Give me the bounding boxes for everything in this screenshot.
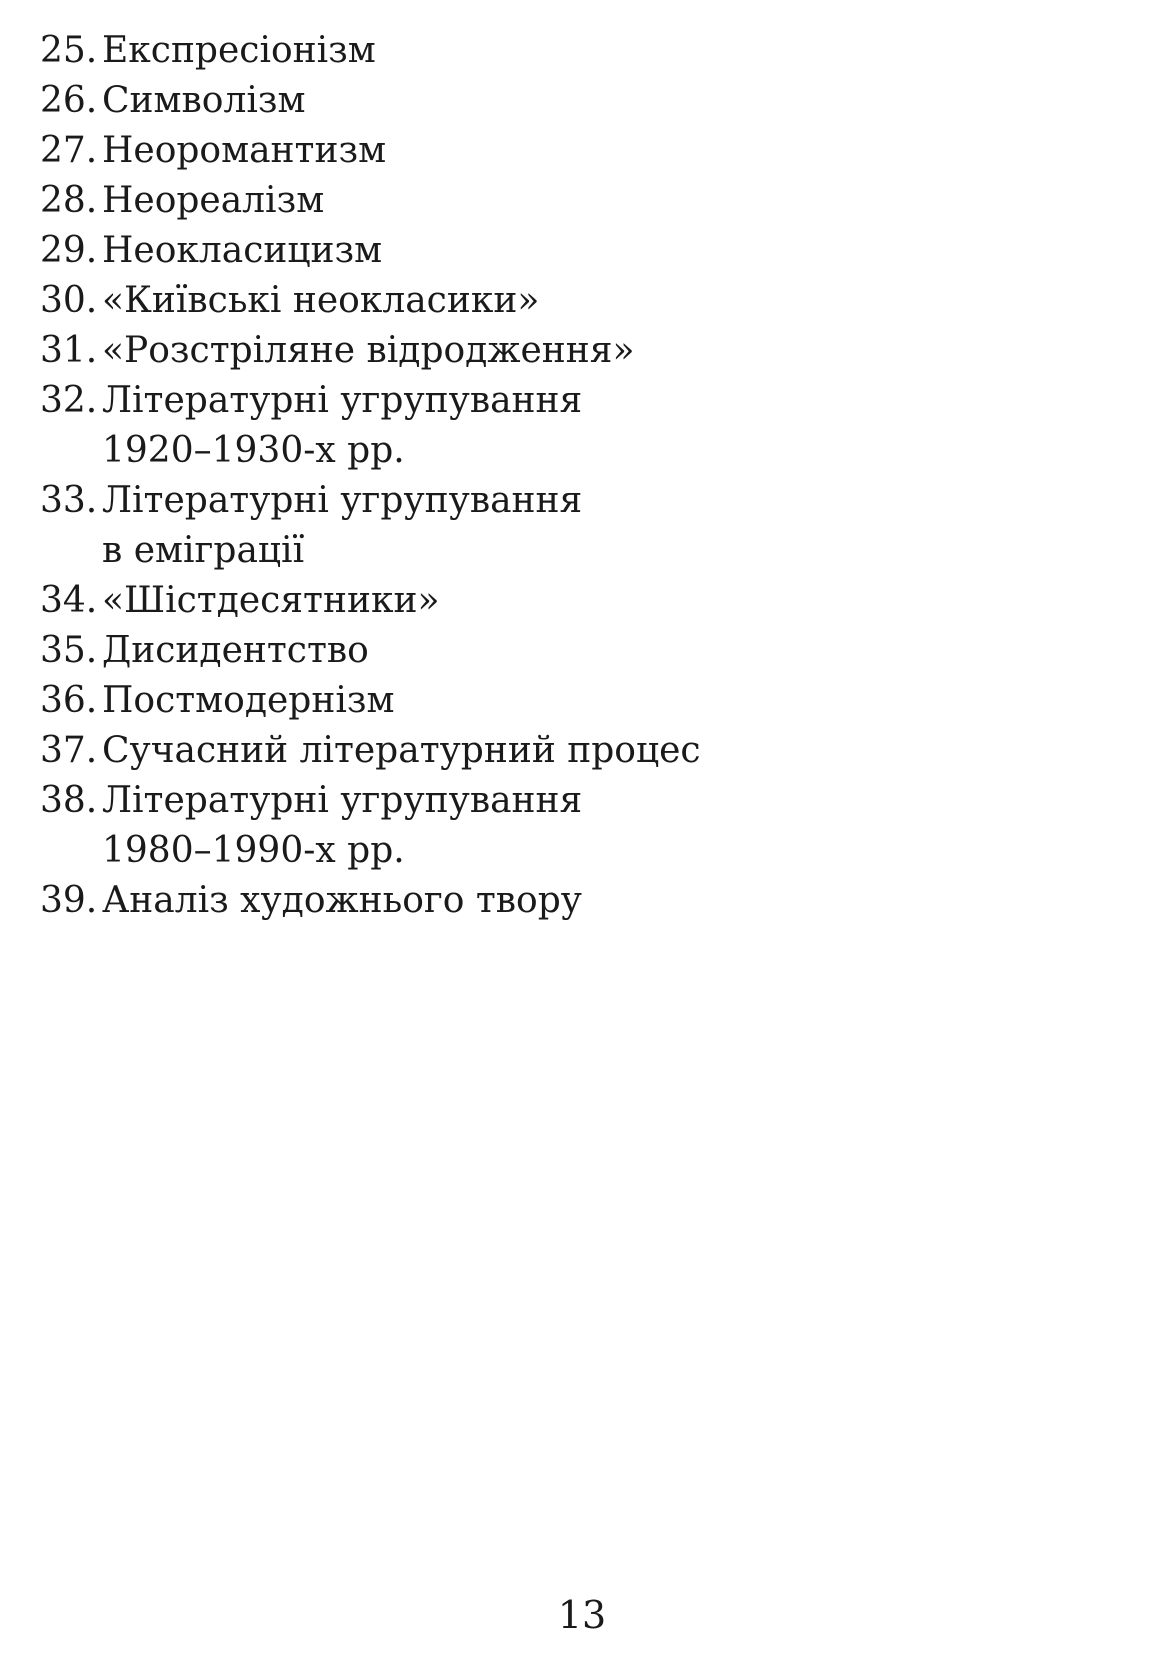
toc-entry-number: 36.	[40, 680, 98, 721]
toc-entry-title-line: 1920–1930-х рр.	[102, 430, 405, 471]
toc-entry-number: 31.	[40, 330, 98, 371]
toc-entry-title-line: «Київські неокласики»	[102, 280, 540, 321]
toc-entry-title-line: Неоромантизм	[102, 130, 387, 171]
toc-entry-title-line: 1980–1990-х рр.	[102, 830, 405, 871]
table-of-contents	[40, 26, 1120, 926]
toc-entry	[40, 326, 1120, 376]
toc-entry-title	[102, 776, 582, 876]
toc-entry	[40, 776, 1120, 876]
toc-entry-title-line: Постмодернізм	[102, 680, 395, 721]
toc-entry-title	[102, 126, 386, 176]
toc-entry	[40, 376, 1120, 476]
toc-entry	[40, 876, 1120, 926]
toc-entry-title	[102, 26, 376, 76]
toc-entry-title-line: Літературні угрупування	[102, 480, 583, 521]
toc-entry-title	[102, 576, 439, 626]
toc-entry-title	[102, 326, 635, 376]
toc-entry-title-line: «Розстріляне відродження»	[102, 330, 635, 371]
toc-entry-number: 28.	[40, 180, 98, 221]
toc-entry-title-line: Літературні угрупування	[102, 780, 583, 821]
toc-entry-number: 38.	[40, 780, 98, 821]
toc-entry-title-line: Сучасний літературний процес	[102, 730, 701, 771]
toc-entry-title	[102, 626, 369, 676]
toc-entry-number: 26.	[40, 80, 98, 121]
toc-entry-title-line: Символізм	[102, 80, 306, 121]
toc-entry-number: 35.	[40, 630, 98, 671]
toc-entry	[40, 76, 1120, 126]
toc-entry-title-line: Неореалізм	[102, 180, 325, 221]
toc-entry-number: 27.	[40, 130, 98, 171]
toc-entry-title-line: Неокласицизм	[102, 230, 383, 271]
toc-entry-title-line: Аналіз художнього твору	[102, 880, 582, 921]
toc-entry-title-line: «Шістдесятники»	[102, 580, 440, 621]
toc-entry-number: 29.	[40, 230, 98, 271]
toc-entry-number: 30.	[40, 280, 98, 321]
toc-entry-title	[102, 876, 582, 926]
toc-entry-title	[102, 176, 324, 226]
toc-entry-number: 32.	[40, 380, 98, 421]
toc-entry-title	[102, 476, 582, 576]
toc-entry	[40, 726, 1120, 776]
toc-entry	[40, 576, 1120, 626]
toc-entry	[40, 226, 1120, 276]
toc-entry-title-line: Експресіонізм	[102, 30, 376, 71]
toc-entry	[40, 276, 1120, 326]
toc-entry-title	[102, 726, 701, 776]
toc-entry-number: 25.	[40, 30, 98, 71]
toc-entry-number: 37.	[40, 730, 98, 771]
toc-entry	[40, 176, 1120, 226]
toc-entry	[40, 676, 1120, 726]
toc-entry-title	[102, 376, 582, 476]
toc-entry	[40, 26, 1120, 76]
toc-entry-title	[102, 76, 306, 126]
toc-entry-number: 33.	[40, 480, 98, 521]
toc-entry	[40, 126, 1120, 176]
toc-entry-title-line: Дисидентство	[102, 630, 369, 671]
toc-entry	[40, 626, 1120, 676]
toc-entry-title-line: в еміграції	[102, 530, 305, 571]
toc-entry-title	[102, 226, 382, 276]
toc-entry-title	[102, 676, 394, 726]
toc-entry	[40, 476, 1120, 576]
page-number: 13	[557, 1593, 607, 1637]
toc-entry-number: 34.	[40, 580, 98, 621]
toc-entry-title	[102, 276, 539, 326]
toc-entry-title-line: Літературні угрупування	[102, 380, 583, 421]
toc-entry-number: 39.	[40, 880, 98, 921]
